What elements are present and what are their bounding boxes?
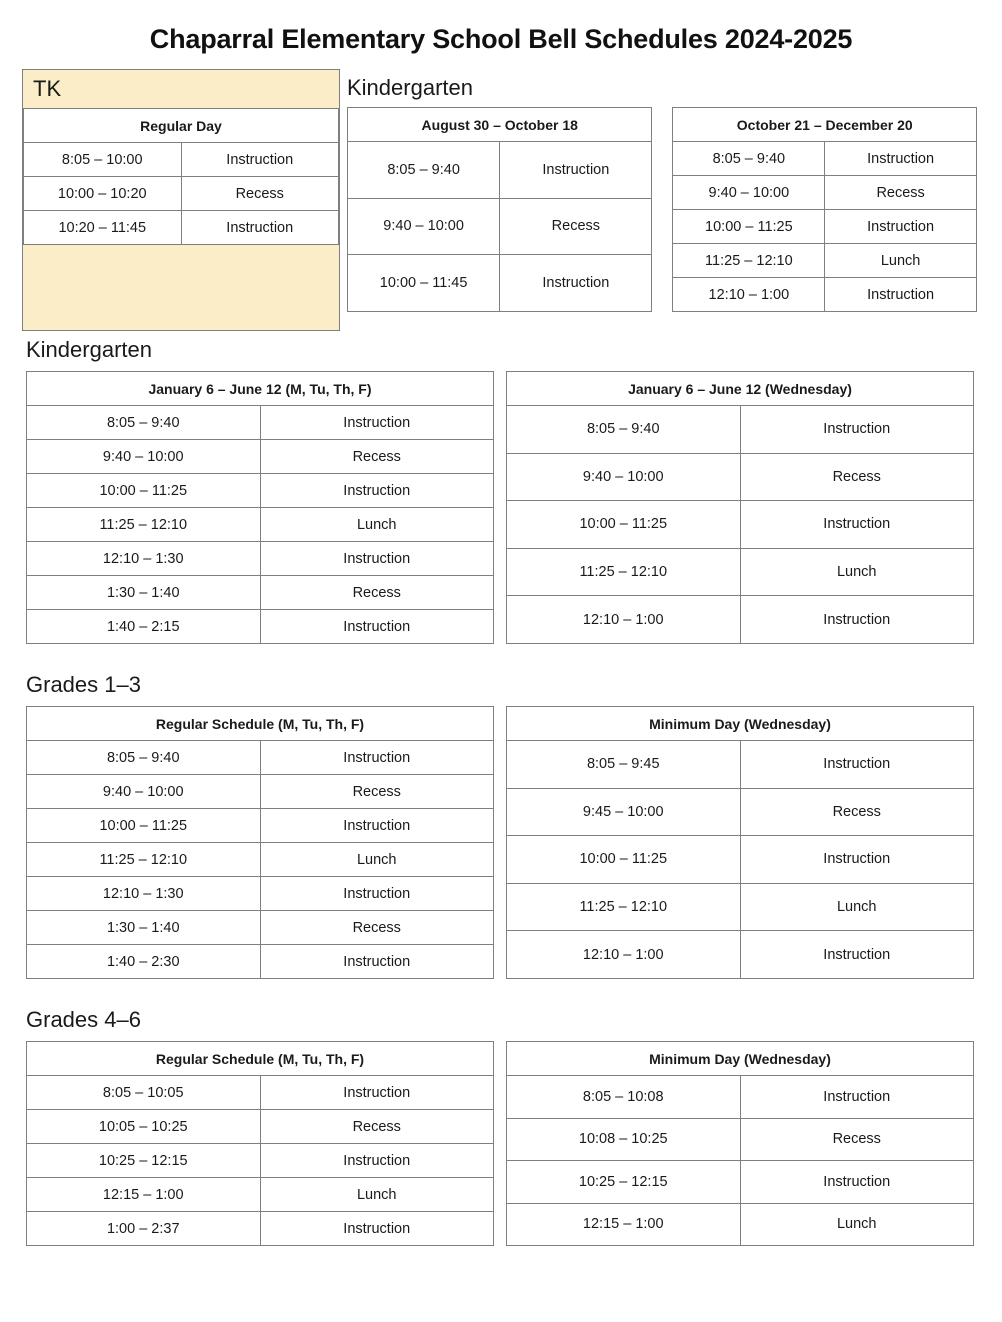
- grades-1-3-group: [0, 672, 1002, 979]
- kindergarten-mid-section-label: Kindergarten: [26, 337, 152, 362]
- table-row: [27, 406, 494, 440]
- table-row: [507, 453, 974, 501]
- table-row: [24, 143, 339, 177]
- activity-cell: Instruction: [740, 741, 974, 789]
- table-header: January 6 – June 12 (M, Tu, Th, F): [27, 372, 494, 406]
- activity-cell: Instruction: [740, 406, 974, 454]
- activity-cell: Instruction: [740, 931, 974, 979]
- time-cell: 9:40 – 10:00: [27, 440, 261, 474]
- activity-cell: Recess: [260, 1110, 494, 1144]
- time-cell: 12:10 – 1:00: [507, 931, 741, 979]
- activity-cell: Instruction: [825, 142, 977, 176]
- grades-4-6-section-label: Grades 4–6: [26, 1007, 141, 1032]
- table-row: [507, 406, 974, 454]
- activity-cell: Recess: [825, 176, 977, 210]
- table-row: [673, 176, 977, 210]
- grades-4-6-minimum-day-table: [506, 1041, 974, 1246]
- time-cell: 8:05 – 10:00: [24, 143, 182, 177]
- table-header: August 30 – October 18: [348, 108, 652, 142]
- table-row: [27, 1178, 494, 1212]
- time-cell: 9:40 – 10:00: [673, 176, 825, 210]
- activity-cell: Recess: [740, 453, 974, 501]
- activity-cell: Recess: [260, 911, 494, 945]
- table-row: [24, 211, 339, 245]
- activity-cell: Instruction: [500, 255, 652, 312]
- time-cell: 1:30 – 1:40: [27, 911, 261, 945]
- time-cell: 12:10 – 1:00: [507, 596, 741, 644]
- activity-cell: Instruction: [260, 741, 494, 775]
- activity-cell: Instruction: [260, 809, 494, 843]
- time-cell: 10:00 – 11:25: [507, 501, 741, 549]
- activity-cell: Lunch: [260, 508, 494, 542]
- table-header: Minimum Day (Wednesday): [507, 1042, 974, 1076]
- activity-cell: Lunch: [740, 883, 974, 931]
- table-row: [507, 741, 974, 789]
- table-row: [27, 843, 494, 877]
- kindergarten-aug30-oct18-table: [347, 107, 652, 312]
- table-row: [673, 142, 977, 176]
- table-row: [507, 836, 974, 884]
- time-cell: 11:25 – 12:10: [27, 843, 261, 877]
- time-cell: 12:10 – 1:30: [27, 877, 261, 911]
- time-cell: 12:15 – 1:00: [507, 1203, 741, 1246]
- table-row: [27, 610, 494, 644]
- table-row: [27, 542, 494, 576]
- activity-cell: Instruction: [260, 1144, 494, 1178]
- time-cell: 1:40 – 2:15: [27, 610, 261, 644]
- time-cell: 11:25 – 12:10: [673, 244, 825, 278]
- table-row: [24, 177, 339, 211]
- activity-cell: Lunch: [740, 548, 974, 596]
- activity-cell: Recess: [260, 440, 494, 474]
- activity-cell: Instruction: [825, 278, 977, 312]
- time-cell: 10:25 – 12:15: [507, 1161, 741, 1204]
- time-cell: 10:05 – 10:25: [27, 1110, 261, 1144]
- time-cell: 10:00 – 11:25: [27, 474, 261, 508]
- activity-cell: Instruction: [825, 210, 977, 244]
- activity-cell: Instruction: [260, 406, 494, 440]
- top-row: [0, 69, 1002, 331]
- table-row: [348, 255, 652, 312]
- time-cell: 11:25 – 12:10: [507, 548, 741, 596]
- table-row: [27, 877, 494, 911]
- activity-cell: Instruction: [181, 211, 339, 245]
- table-row: [348, 198, 652, 255]
- table-row: [27, 775, 494, 809]
- kindergarten-jan6-jun12-wednesday-table: [506, 371, 974, 644]
- kindergarten-oct21-dec20-table: [672, 107, 977, 312]
- activity-cell: Instruction: [740, 1161, 974, 1204]
- table-header: Regular Schedule (M, Tu, Th, F): [27, 1042, 494, 1076]
- table-row: [507, 596, 974, 644]
- time-cell: 11:25 – 12:10: [507, 883, 741, 931]
- activity-cell: Instruction: [260, 610, 494, 644]
- grades-1-3-regular-schedule-table: [26, 706, 494, 979]
- activity-cell: Recess: [740, 788, 974, 836]
- table-row: [27, 1110, 494, 1144]
- grades-4-6-group: [0, 1007, 1002, 1246]
- activity-cell: Instruction: [260, 1076, 494, 1110]
- table-row: [673, 210, 977, 244]
- time-cell: 8:05 – 9:40: [348, 142, 500, 199]
- time-cell: 10:25 – 12:15: [27, 1144, 261, 1178]
- activity-cell: Instruction: [740, 501, 974, 549]
- tk-regular-day-table: [23, 108, 339, 245]
- time-cell: 8:05 – 9:40: [673, 142, 825, 176]
- kindergarten-jan6-jun12-mtuthf-table: [26, 371, 494, 644]
- table-row: [27, 945, 494, 979]
- table-row: [27, 474, 494, 508]
- table-row: [27, 911, 494, 945]
- table-row: [27, 1076, 494, 1110]
- table-row: [507, 931, 974, 979]
- table-row: [27, 1144, 494, 1178]
- time-cell: 9:40 – 10:00: [507, 453, 741, 501]
- table-header: January 6 – June 12 (Wednesday): [507, 372, 974, 406]
- grades-1-3-minimum-day-table: [506, 706, 974, 979]
- activity-cell: Instruction: [260, 1212, 494, 1246]
- table-header: Minimum Day (Wednesday): [507, 707, 974, 741]
- activity-cell: Instruction: [500, 142, 652, 199]
- table-row: [673, 278, 977, 312]
- time-cell: 8:05 – 10:05: [27, 1076, 261, 1110]
- activity-cell: Instruction: [260, 877, 494, 911]
- table-row: [27, 508, 494, 542]
- time-cell: 10:08 – 10:25: [507, 1118, 741, 1161]
- table-row: [507, 788, 974, 836]
- activity-cell: Instruction: [260, 945, 494, 979]
- table-row: [507, 1118, 974, 1161]
- activity-cell: Instruction: [260, 542, 494, 576]
- grades-4-6-regular-schedule-table: [26, 1041, 494, 1246]
- activity-cell: Lunch: [825, 244, 977, 278]
- activity-cell: Instruction: [740, 1076, 974, 1119]
- time-cell: 10:20 – 11:45: [24, 211, 182, 245]
- time-cell: 1:30 – 1:40: [27, 576, 261, 610]
- time-cell: 9:45 – 10:00: [507, 788, 741, 836]
- table-row: [27, 440, 494, 474]
- time-cell: 8:05 – 9:40: [27, 741, 261, 775]
- time-cell: 12:10 – 1:30: [27, 542, 261, 576]
- time-cell: 9:40 – 10:00: [27, 775, 261, 809]
- table-header: Regular Schedule (M, Tu, Th, F): [27, 707, 494, 741]
- table-row: [27, 741, 494, 775]
- time-cell: 12:15 – 1:00: [27, 1178, 261, 1212]
- time-cell: 10:00 – 10:20: [24, 177, 182, 211]
- activity-cell: Instruction: [181, 143, 339, 177]
- activity-cell: Instruction: [740, 836, 974, 884]
- activity-cell: Lunch: [260, 843, 494, 877]
- activity-cell: Instruction: [260, 474, 494, 508]
- table-header: Regular Day: [24, 109, 339, 143]
- table-row: [507, 548, 974, 596]
- table-row: [507, 1203, 974, 1246]
- kindergarten-top-group: [347, 69, 977, 312]
- table-row: [507, 1076, 974, 1119]
- table-row: [673, 244, 977, 278]
- time-cell: 10:00 – 11:45: [348, 255, 500, 312]
- grades-1-3-section-label: Grades 1–3: [26, 672, 141, 697]
- bell-schedule-document: [0, 24, 1002, 1322]
- time-cell: 12:10 – 1:00: [673, 278, 825, 312]
- time-cell: 1:40 – 2:30: [27, 945, 261, 979]
- time-cell: 10:00 – 11:25: [27, 809, 261, 843]
- time-cell: 9:40 – 10:00: [348, 198, 500, 255]
- table-row: [507, 883, 974, 931]
- time-cell: 8:05 – 9:45: [507, 741, 741, 789]
- kindergarten-top-section-label: Kindergarten: [347, 75, 473, 100]
- activity-cell: Recess: [500, 198, 652, 255]
- table-row: [27, 809, 494, 843]
- time-cell: 10:00 – 11:25: [673, 210, 825, 244]
- time-cell: 8:05 – 9:40: [27, 406, 261, 440]
- table-row: [507, 501, 974, 549]
- time-cell: 10:00 – 11:25: [507, 836, 741, 884]
- activity-cell: Recess: [260, 576, 494, 610]
- time-cell: 1:00 – 2:37: [27, 1212, 261, 1246]
- activity-cell: Recess: [260, 775, 494, 809]
- activity-cell: Instruction: [740, 596, 974, 644]
- table-row: [507, 1161, 974, 1204]
- time-cell: 8:05 – 10:08: [507, 1076, 741, 1119]
- activity-cell: Recess: [181, 177, 339, 211]
- table-header: October 21 – December 20: [673, 108, 977, 142]
- activity-cell: Lunch: [740, 1203, 974, 1246]
- page-title: Chaparral Elementary School Bell Schedules 2024-2025: [149, 24, 853, 54]
- activity-cell: Lunch: [260, 1178, 494, 1212]
- table-row: [27, 576, 494, 610]
- tk-section-label: TK: [33, 76, 62, 101]
- time-cell: 11:25 – 12:10: [27, 508, 261, 542]
- kindergarten-mid-group: [0, 337, 1002, 644]
- tk-panel: [22, 69, 340, 331]
- time-cell: 8:05 – 9:40: [507, 406, 741, 454]
- activity-cell: Recess: [740, 1118, 974, 1161]
- table-row: [27, 1212, 494, 1246]
- table-row: [348, 142, 652, 199]
